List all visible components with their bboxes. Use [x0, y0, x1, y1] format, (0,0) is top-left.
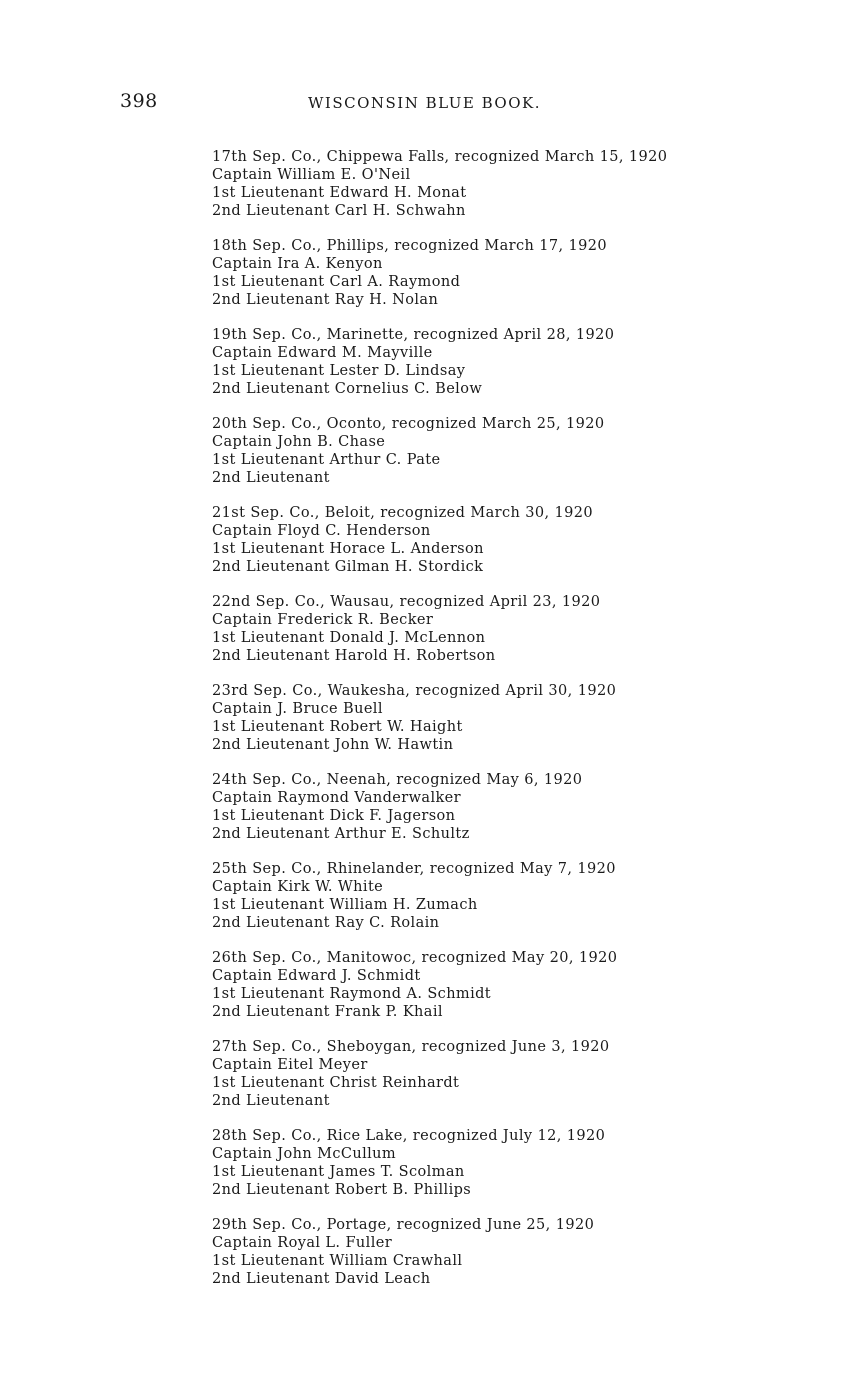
second-lieutenant-line: 2nd Lieutenant John W. Hawtin	[212, 737, 454, 753]
first-lieutenant-line: 1st Lieutenant James T. Scolman	[212, 1164, 465, 1180]
first-lieutenant-line: 1st Lieutenant Carl A. Raymond	[212, 274, 461, 290]
first-lieutenant-line: 1st Lieutenant William H. Zumach	[212, 897, 478, 913]
second-lieutenant-line: 2nd Lieutenant Cornelius C. Below	[212, 381, 483, 397]
unit-heading: 20th Sep. Co., Oconto, recognized March 25, 1920	[212, 416, 605, 432]
second-lieutenant-line: 2nd Lieutenant	[212, 1093, 330, 1109]
unit-entry	[212, 415, 732, 504]
unit-entry	[212, 1127, 732, 1216]
second-lieutenant-line: 2nd Lieutenant Arthur E. Schultz	[212, 826, 470, 842]
captain-line: Captain William E. O'Neil	[212, 167, 411, 183]
captain-line: Captain John McCullum	[212, 1146, 397, 1162]
first-lieutenant-line: 1st Lieutenant Dick F. Jagerson	[212, 808, 456, 824]
captain-line: Captain Raymond Vanderwalker	[212, 790, 461, 806]
unit-heading: 21st Sep. Co., Beloit, recognized March 30, 1920	[212, 505, 594, 521]
unit-heading: 28th Sep. Co., Rice Lake, recognized July 12, 1920	[212, 1128, 606, 1144]
unit-entry	[212, 148, 732, 237]
second-lieutenant-line: 2nd Lieutenant Ray C. Rolain	[212, 915, 440, 931]
second-lieutenant-line: 2nd Lieutenant Ray H. Nolan	[212, 292, 439, 308]
first-lieutenant-line: 1st Lieutenant Lester D. Lindsay	[212, 363, 466, 379]
unit-entry	[212, 949, 732, 1038]
unit-entry	[212, 326, 732, 415]
captain-line: Captain Eitel Meyer	[212, 1057, 368, 1073]
first-lieutenant-line: 1st Lieutenant Raymond A. Schmidt	[212, 986, 492, 1002]
unit-heading: 18th Sep. Co., Phillips, recognized March 17, 1920	[212, 238, 608, 254]
unit-heading: 22nd Sep. Co., Wausau, recognized April 23, 1920	[212, 594, 601, 610]
first-lieutenant-line: 1st Lieutenant Edward H. Monat	[212, 185, 467, 201]
first-lieutenant-line: 1st Lieutenant Donald J. McLennon	[212, 630, 486, 646]
first-lieutenant-line: 1st Lieutenant Horace L. Anderson	[212, 541, 484, 557]
unit-heading: 17th Sep. Co., Chippewa Falls, recognized March 15, 1920	[212, 149, 668, 165]
unit-entry	[212, 237, 732, 326]
unit-heading: 25th Sep. Co., Rhinelander, recognized May 7, 1920	[212, 861, 616, 877]
second-lieutenant-line: 2nd Lieutenant Harold H. Robertson	[212, 648, 496, 664]
captain-line: Captain J. Bruce Buell	[212, 701, 383, 717]
unit-entry	[212, 1216, 732, 1288]
running-head: WISCONSIN BLUE BOOK.	[308, 94, 542, 112]
second-lieutenant-line: 2nd Lieutenant Frank P. Khail	[212, 1004, 443, 1020]
unit-entry	[212, 860, 732, 949]
unit-entry	[212, 771, 732, 860]
unit-list	[212, 148, 732, 1288]
captain-line: Captain John B. Chase	[212, 434, 386, 450]
captain-line: Captain Edward J. Schmidt	[212, 968, 421, 984]
first-lieutenant-line: 1st Lieutenant Christ Reinhardt	[212, 1075, 460, 1091]
captain-line: Captain Floyd C. Henderson	[212, 523, 431, 539]
unit-heading: 26th Sep. Co., Manitowoc, recognized May 20, 1920	[212, 950, 618, 966]
page-number: 398	[120, 90, 158, 112]
second-lieutenant-line: 2nd Lieutenant Carl H. Schwahn	[212, 203, 466, 219]
unit-heading: 29th Sep. Co., Portage, recognized June 25, 1920	[212, 1217, 595, 1233]
first-lieutenant-line: 1st Lieutenant Arthur C. Pate	[212, 452, 441, 468]
unit-heading: 27th Sep. Co., Sheboygan, recognized June 3, 1920	[212, 1039, 610, 1055]
first-lieutenant-line: 1st Lieutenant Robert W. Haight	[212, 719, 463, 735]
unit-entry	[212, 504, 732, 593]
captain-line: Captain Frederick R. Becker	[212, 612, 434, 628]
unit-entry	[212, 593, 732, 682]
first-lieutenant-line: 1st Lieutenant William Crawhall	[212, 1253, 463, 1269]
second-lieutenant-line: 2nd Lieutenant Robert B. Phillips	[212, 1182, 472, 1198]
unit-entry	[212, 682, 732, 771]
unit-heading: 24th Sep. Co., Neenah, recognized May 6, 1920	[212, 772, 583, 788]
captain-line: Captain Edward M. Mayville	[212, 345, 433, 361]
captain-line: Captain Ira A. Kenyon	[212, 256, 383, 272]
unit-entry	[212, 1038, 732, 1127]
second-lieutenant-line: 2nd Lieutenant Gilman H. Stordick	[212, 559, 484, 575]
unit-heading: 19th Sep. Co., Marinette, recognized April 28, 1920	[212, 327, 615, 343]
captain-line: Captain Royal L. Fuller	[212, 1235, 393, 1251]
unit-heading: 23rd Sep. Co., Waukesha, recognized April 30, 1920	[212, 683, 617, 699]
second-lieutenant-line: 2nd Lieutenant David Leach	[212, 1271, 431, 1287]
captain-line: Captain Kirk W. White	[212, 879, 384, 895]
second-lieutenant-line: 2nd Lieutenant	[212, 470, 330, 486]
